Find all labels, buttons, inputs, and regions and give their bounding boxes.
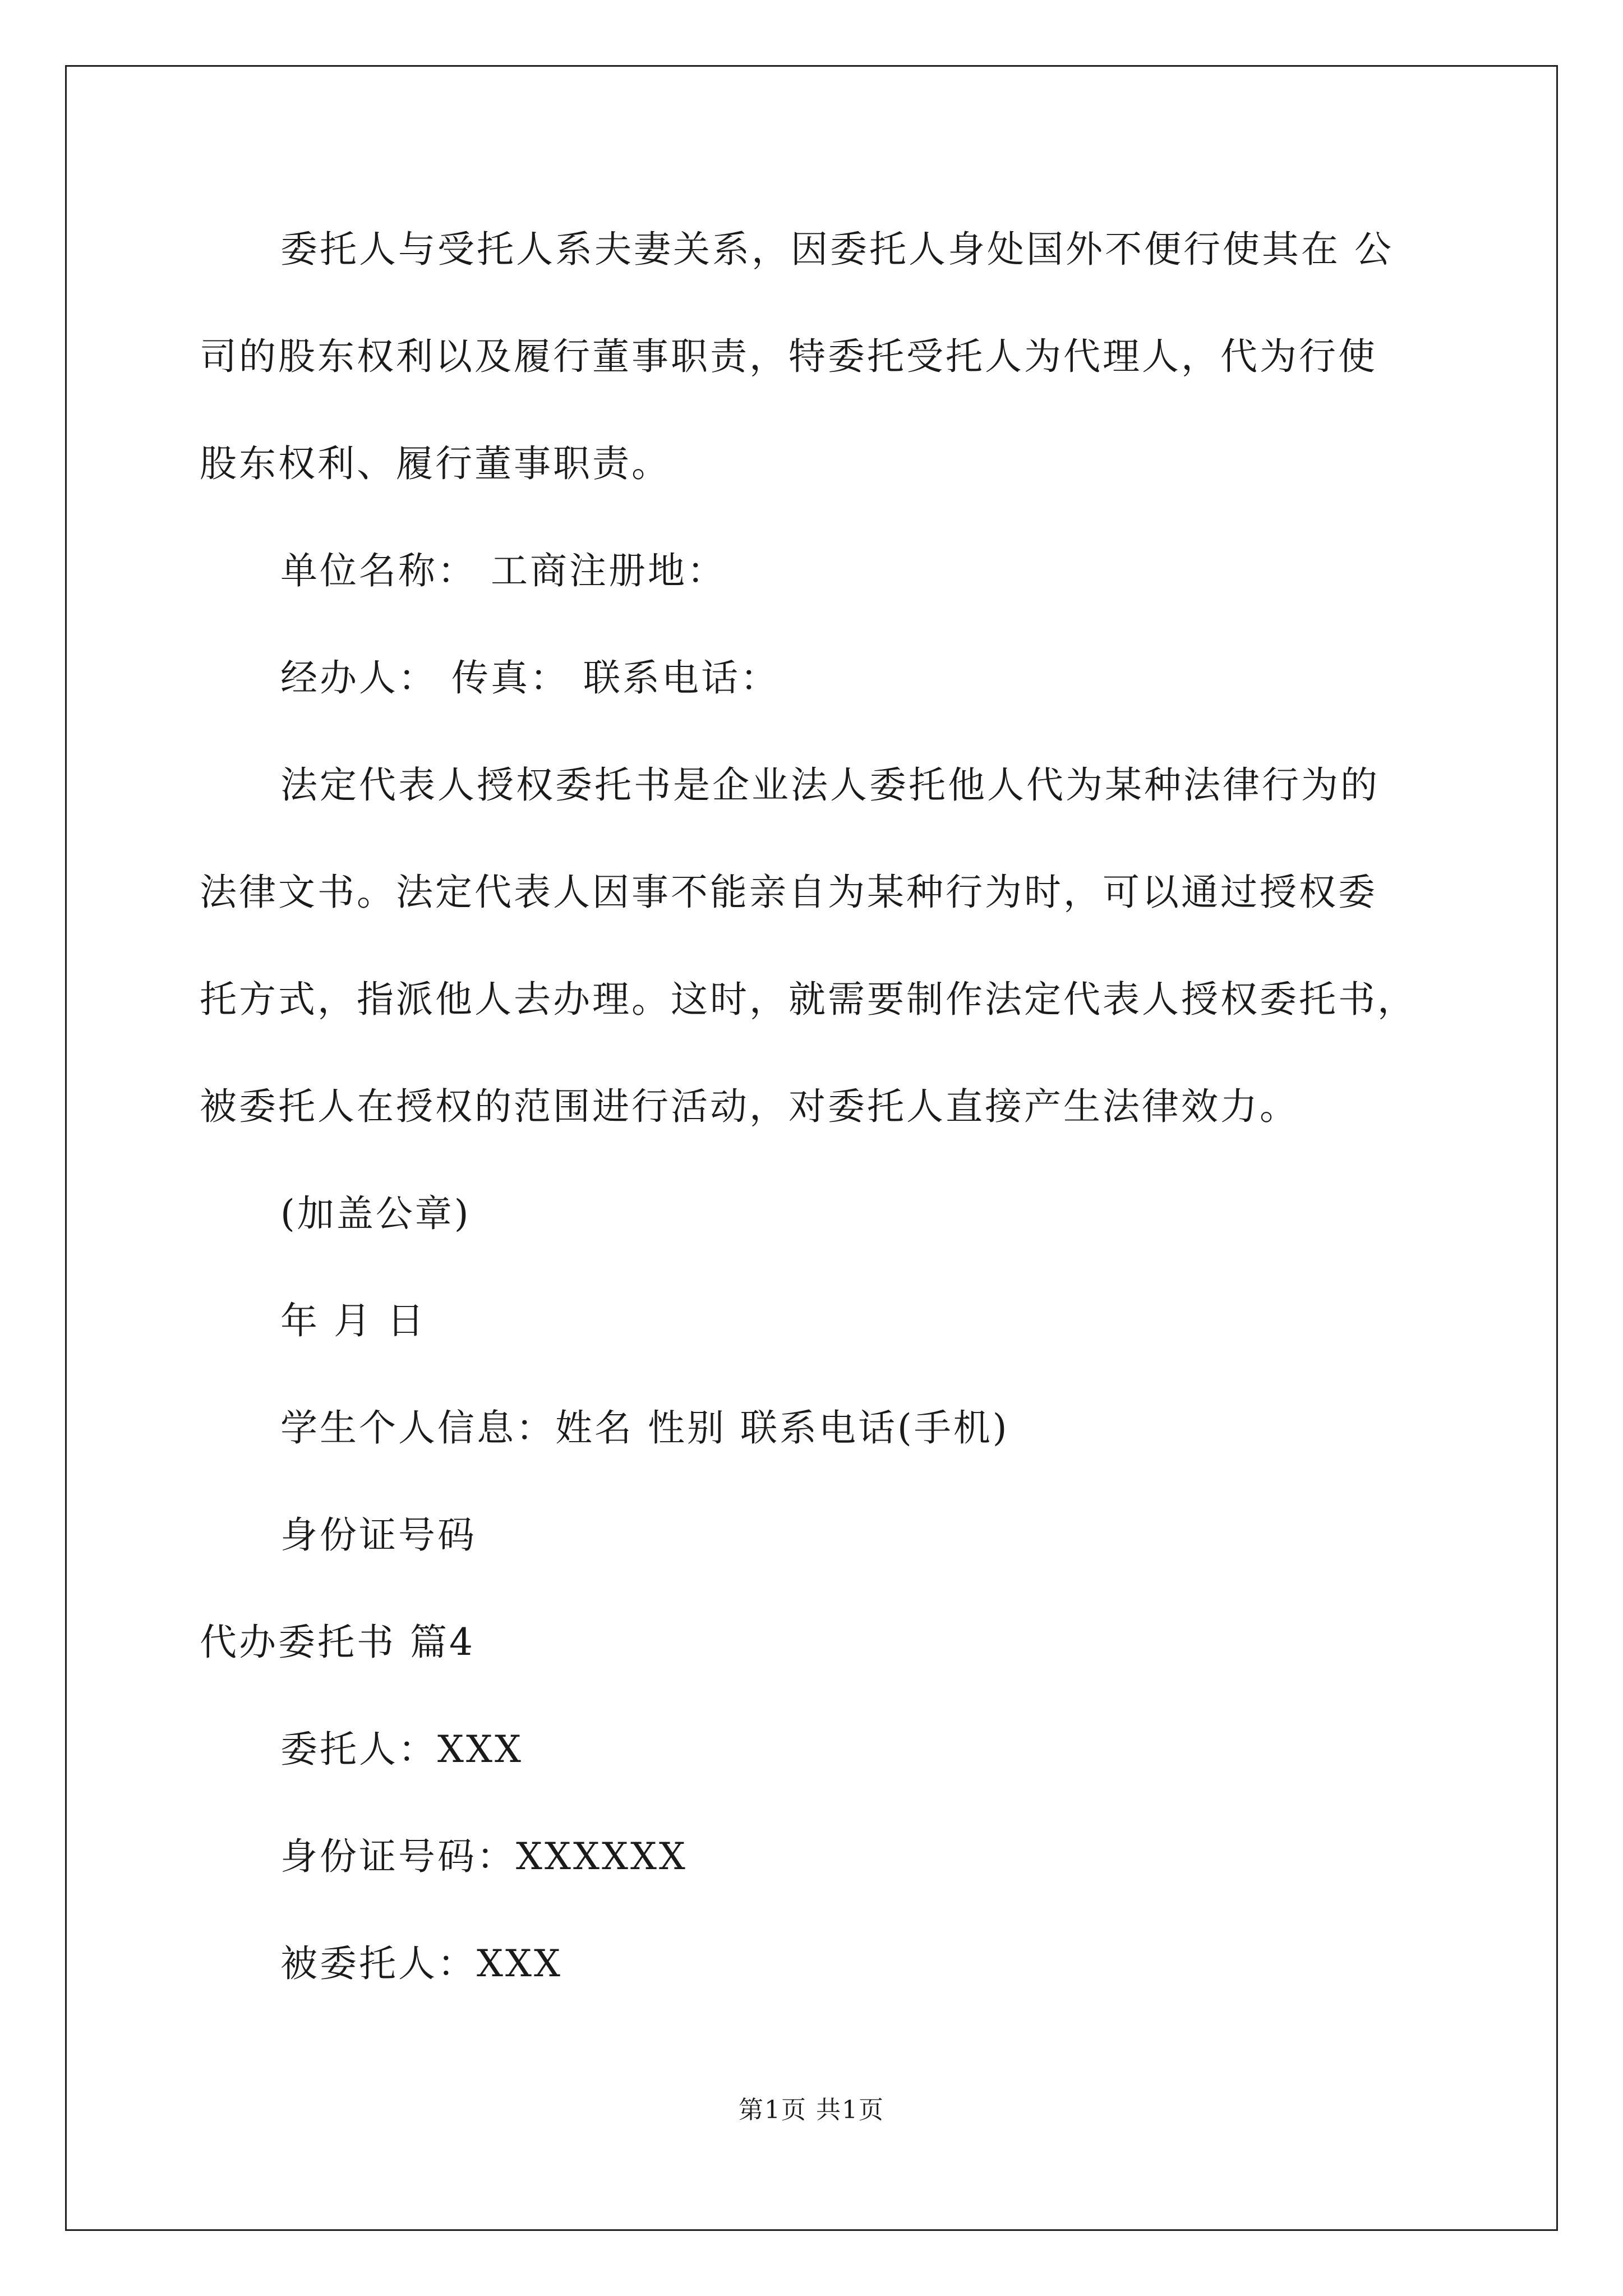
section-heading: 代办委托书 篇4	[200, 1621, 475, 1664]
id-number-line: 身份证号码	[280, 1513, 477, 1557]
principal-id-line: 身份证号码：XXXXXX	[280, 1835, 688, 1878]
agent-line: 被委托人：XXX	[280, 1942, 562, 1985]
paragraph-line: 托方式，指派他人去办理。这时，就需要制作法定代表人授权委托书，	[200, 978, 1417, 1021]
paragraph-line: 法律文书。法定代表人因事不能亲自为某种行为时，可以通过授权委	[200, 871, 1377, 914]
date-line: 年 月 日	[280, 1299, 426, 1342]
seal-note: (加盖公章)	[280, 1192, 471, 1235]
paragraph-line: 法定代表人授权委托书是企业法人委托他人代为某种法律行为的	[280, 763, 1380, 807]
paragraph-line: 被委托人在授权的范围进行活动，对委托人直接产生法律效力。	[200, 1085, 1299, 1128]
unit-info-line: 单位名称： 工商注册地：	[280, 549, 726, 592]
page-number: 第1页 共1页	[739, 2096, 884, 2124]
paragraph-line: 委托人与受托人系夫妻关系，因委托人身处国外不便行使其在 公	[280, 228, 1394, 271]
page-border	[65, 65, 1558, 2231]
contact-info-line: 经办人： 传真： 联系电话：	[280, 656, 780, 700]
principal-line: 委托人：XXX	[280, 1728, 523, 1771]
student-info-line: 学生个人信息：姓名 性别 联系电话(手机)	[280, 1406, 1009, 1450]
paragraph-line: 股东权利、履行董事职责。	[200, 442, 671, 485]
paragraph-line: 司的股东权利以及履行董事职责，特委托受托人为代理人，代为行使	[200, 335, 1377, 378]
